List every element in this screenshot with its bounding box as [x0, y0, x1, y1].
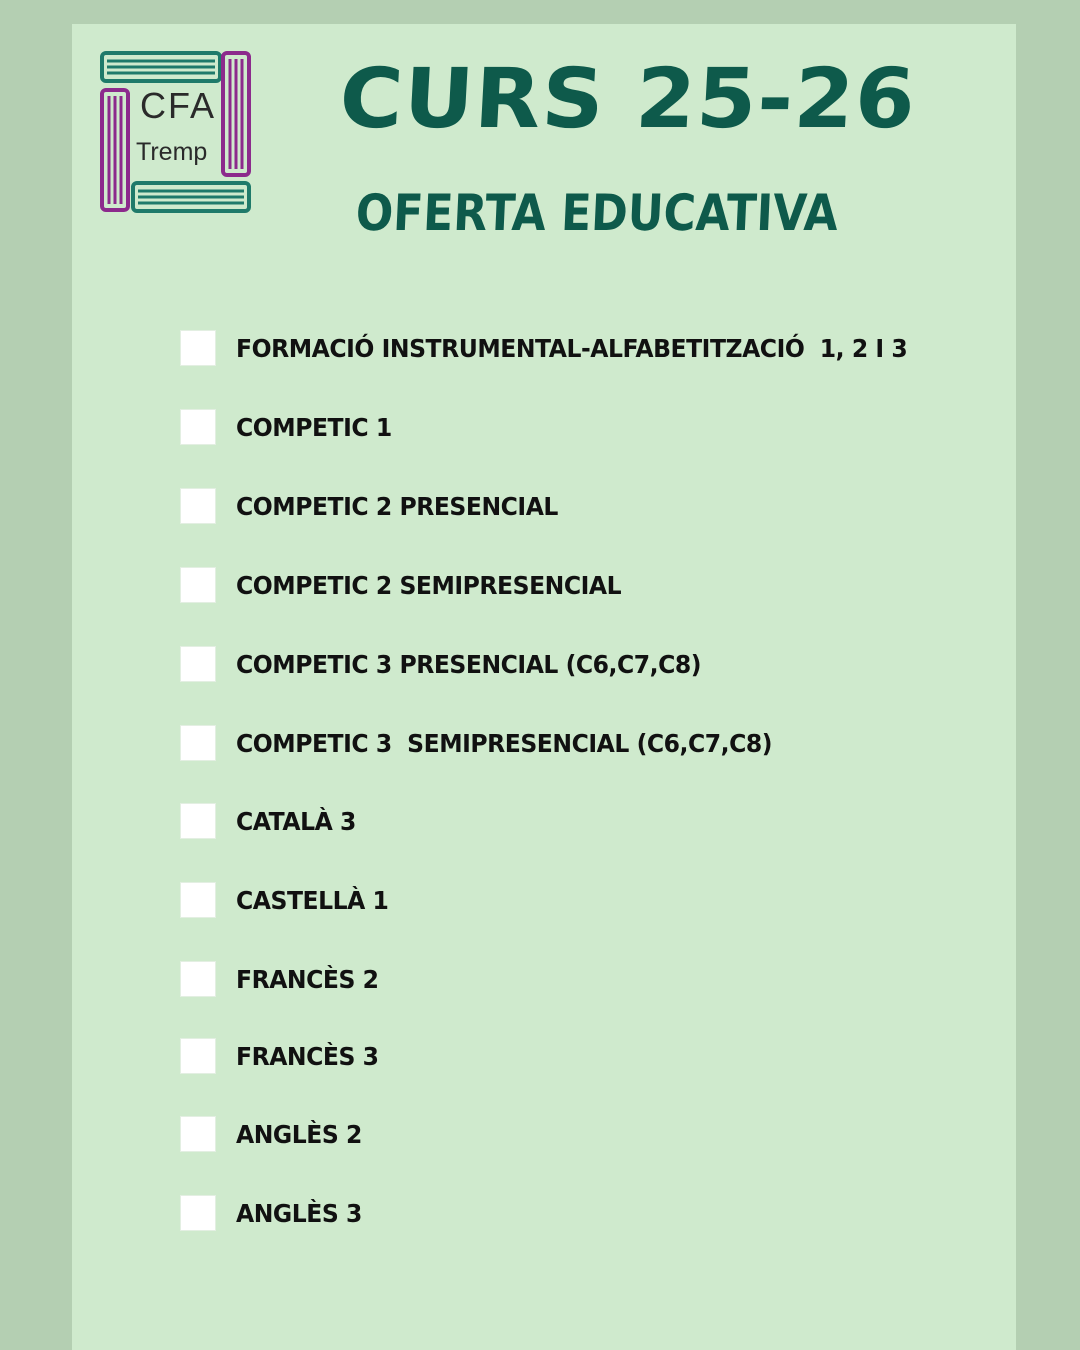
checklist-item-label: FRANCÈS 3 [236, 1041, 379, 1071]
checklist-item-label: COMPETIC 2 SEMIPRESENCIAL [236, 570, 622, 600]
checklist-item-label: COMPETIC 2 PRESENCIAL [236, 491, 558, 521]
checkbox[interactable] [180, 409, 216, 445]
checklist-item[interactable] [180, 1194, 370, 1232]
checklist-item-label: COMPETIC 3 PRESENCIAL (C6,C7,C8) [236, 649, 702, 679]
checklist-item[interactable] [180, 645, 731, 683]
checklist-item[interactable] [180, 1115, 370, 1153]
logo-text-cfa: CFA [140, 85, 217, 126]
checklist-item-label: CATALÀ 3 [236, 806, 356, 836]
checklist-item[interactable] [180, 881, 398, 919]
logo-text-tremp: Tremp [136, 138, 208, 166]
checkbox[interactable] [180, 488, 216, 524]
cfa-tremp-logo [99, 50, 251, 214]
checklist-item-label: FRANCÈS 2 [236, 964, 379, 994]
checkbox[interactable] [180, 1038, 216, 1074]
checkbox[interactable] [180, 1195, 216, 1231]
checklist-item[interactable] [180, 724, 806, 762]
checkbox[interactable] [180, 646, 216, 682]
checklist-item[interactable] [180, 802, 364, 840]
checklist-item-label: ANGLÈS 2 [236, 1119, 362, 1149]
checkbox[interactable] [180, 961, 216, 997]
checkbox[interactable] [180, 1116, 216, 1152]
checklist-item[interactable] [180, 960, 388, 998]
checklist-item[interactable] [180, 329, 950, 367]
checklist-item-label: ANGLÈS 3 [236, 1198, 362, 1228]
checklist-item[interactable] [180, 487, 578, 525]
checkbox[interactable] [180, 882, 216, 918]
page-subtitle: OFERTA EDUCATIVA [354, 184, 840, 242]
checkbox[interactable] [180, 330, 216, 366]
checklist-item[interactable] [180, 566, 646, 604]
checkbox[interactable] [180, 567, 216, 603]
checklist-item[interactable] [180, 1037, 388, 1075]
checklist-item[interactable] [180, 408, 402, 446]
book-frame-icon [99, 50, 251, 214]
checklist-item-label: COMPETIC 1 [236, 412, 392, 442]
checkbox[interactable] [180, 803, 216, 839]
checkbox[interactable] [180, 725, 216, 761]
page-title: CURS 25-26 [337, 51, 919, 148]
checklist-item-label: COMPETIC 3 SEMIPRESENCIAL (C6,C7,C8) [236, 728, 773, 758]
checklist-item-label: FORMACIÓ INSTRUMENTAL-ALFABETITZACIÓ 1, 2 I 3 [236, 333, 908, 363]
checklist-item-label: CASTELLÀ 1 [236, 885, 389, 915]
